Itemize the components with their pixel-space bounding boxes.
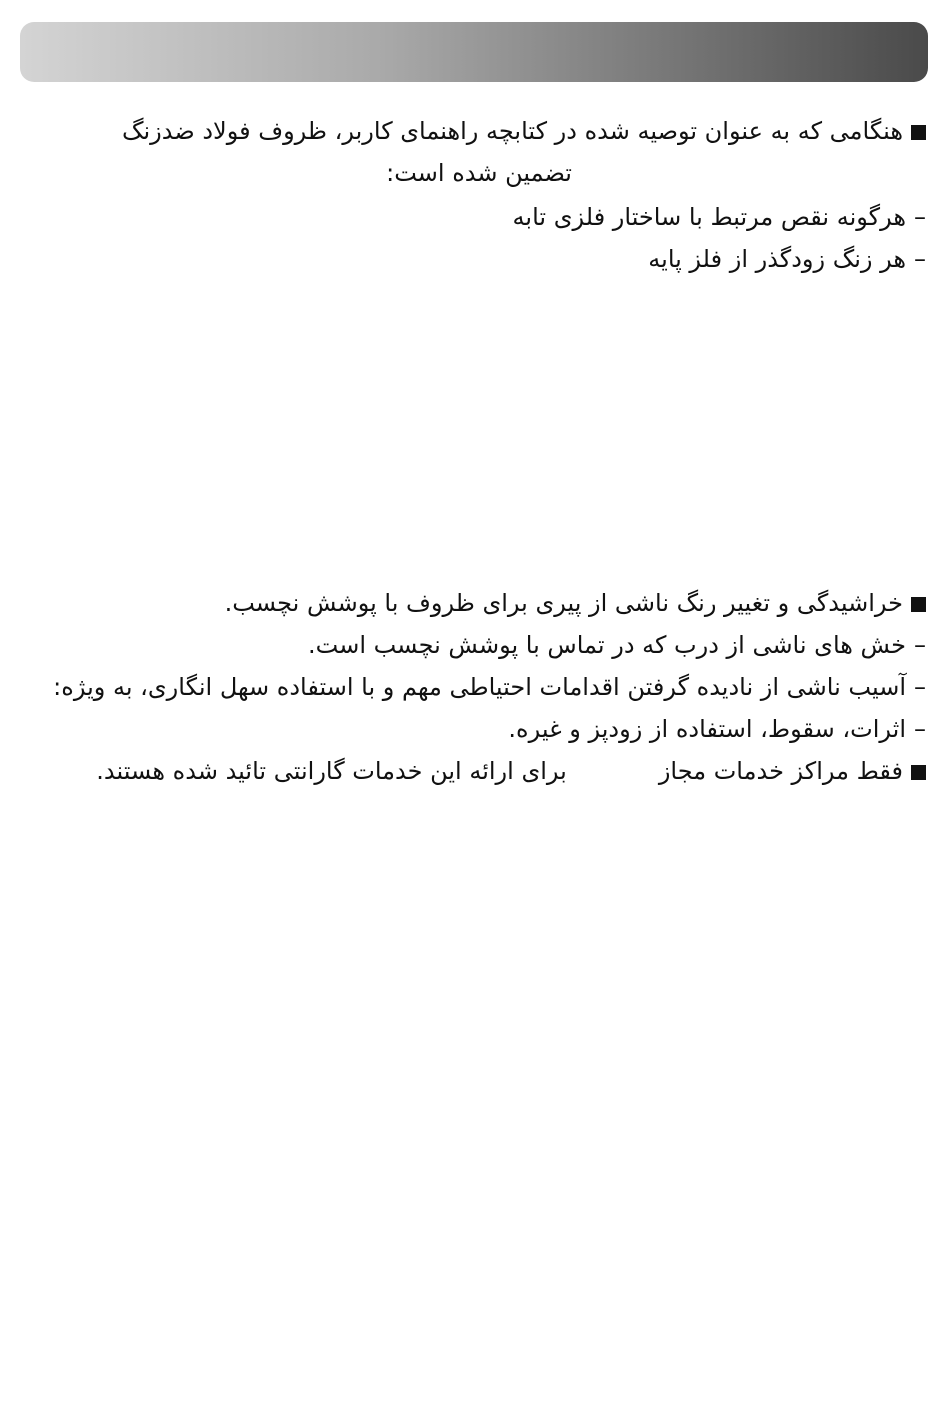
dash-marker: – xyxy=(914,631,926,659)
list-item xyxy=(508,712,926,746)
dash-marker: – xyxy=(914,245,926,273)
list-item-text: اثرات، سقوط، استفاده از زودپز و غیره. xyxy=(508,715,906,743)
list-item-text: خش های ناشی از درب که در تماس با پوشش نچسب است. xyxy=(308,631,906,659)
section1-intro xyxy=(122,114,926,148)
list-item xyxy=(308,628,926,662)
section2-intro-text: خراشیدگی و تغییر رنگ ناشی از پیری برای ظروف با پوشش نچسب. xyxy=(224,589,903,617)
list-item xyxy=(513,200,926,234)
list-item xyxy=(648,242,926,276)
list-item xyxy=(53,670,926,704)
bullet-square-icon xyxy=(911,765,926,780)
bullet-square-icon xyxy=(911,597,926,612)
list-item-text: هر زنگ زودگذر از فلز پایه xyxy=(648,245,906,273)
header-bar xyxy=(20,22,928,82)
dash-marker: – xyxy=(914,673,926,701)
section1-intro-continuation: تضمین شده است: xyxy=(386,159,572,187)
section2-intro xyxy=(225,586,926,620)
section1-intro-text: هنگامی که به عنوان توصیه شده در کتابچه راهنمای کاربر، ظروف فولاد ضدزنگ xyxy=(121,117,903,145)
list-item-text: هرگونه نقص مرتبط با ساختار فلزی تابه xyxy=(512,203,906,231)
dash-marker: – xyxy=(914,715,926,743)
list-item-text: آسیب ناشی از نادیده گرفتن اقدامات احتیاطی مهم و با استفاده سهل انگاری، به ویژه: xyxy=(53,673,906,701)
bullet-square-icon xyxy=(911,125,926,140)
note-text-part1: فقط مراکز خدمات مجاز xyxy=(658,757,903,785)
dash-marker: – xyxy=(914,203,926,231)
service-centers-note xyxy=(96,754,926,788)
note-text-part2: برای ارائه این خدمات گارانتی تائید شده هستند. xyxy=(96,757,567,785)
